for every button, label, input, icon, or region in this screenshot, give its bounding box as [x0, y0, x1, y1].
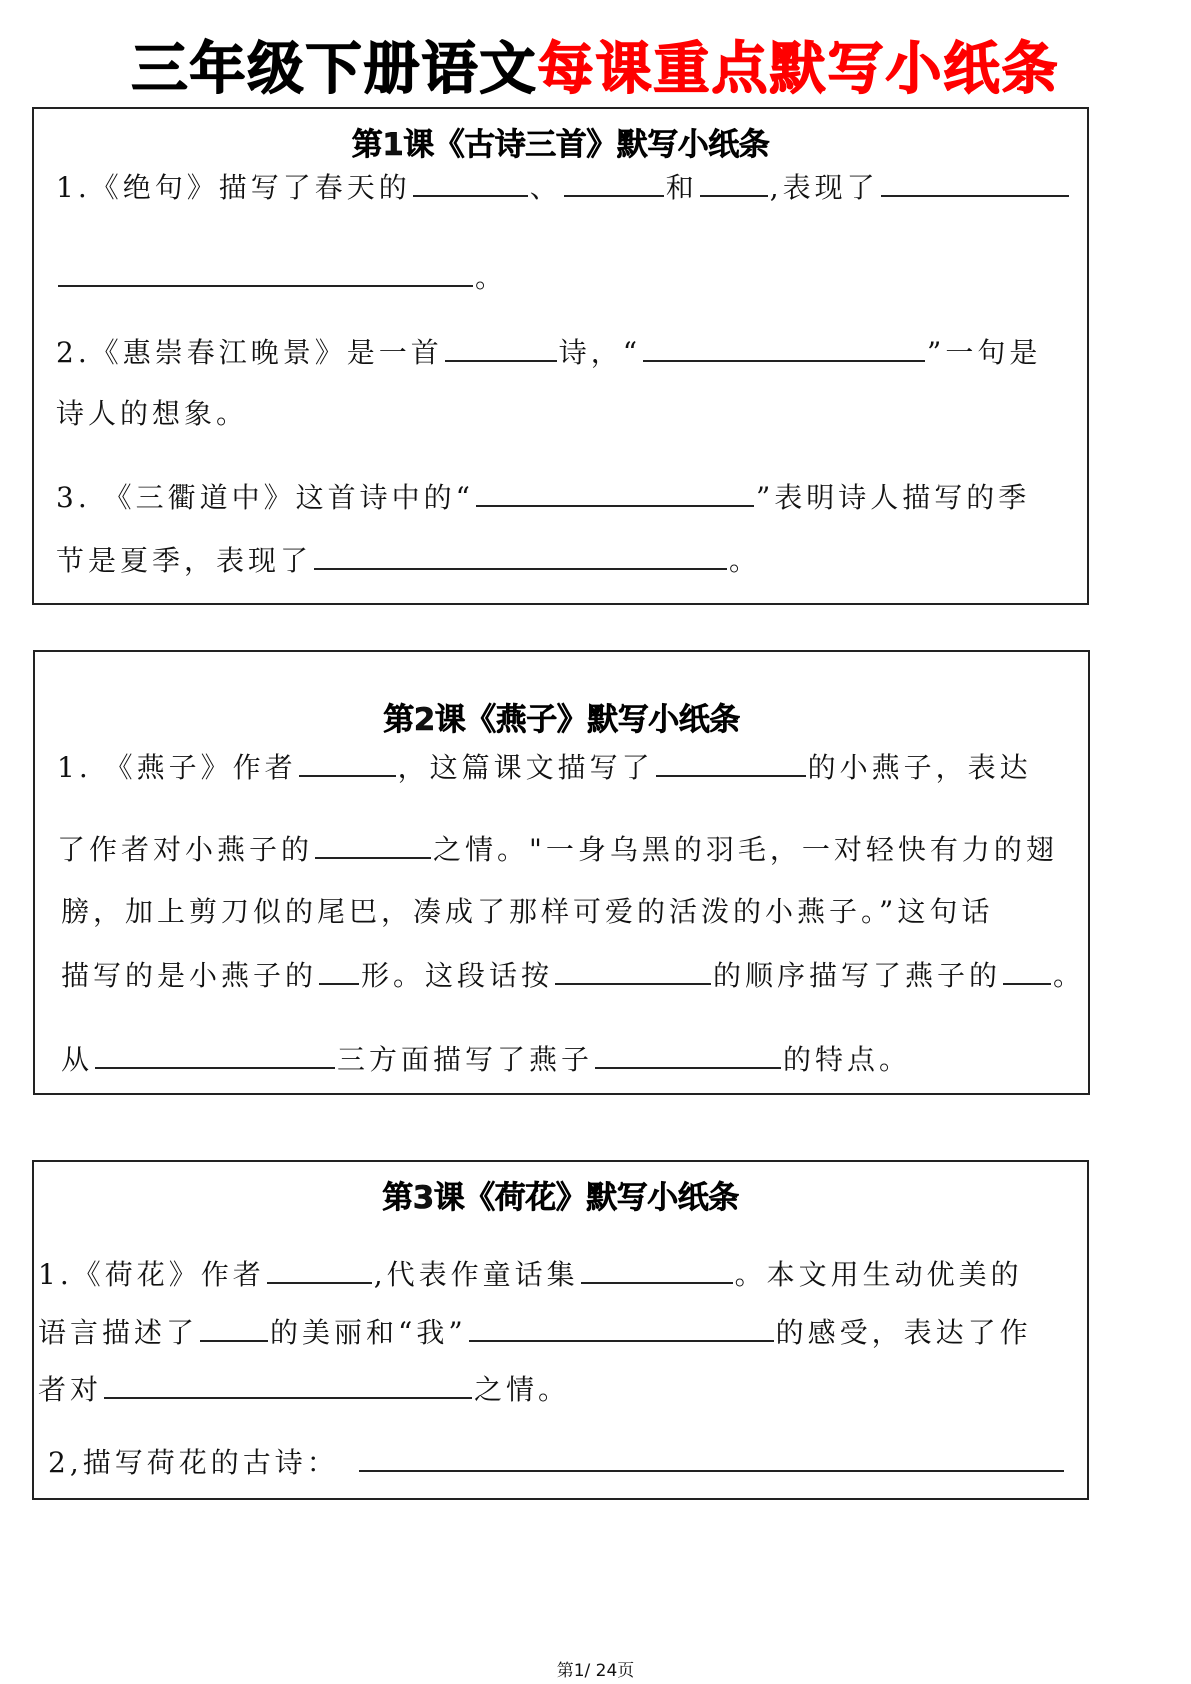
question-line: 1. 《燕子》作者 ，这篇课文描写了 的小燕子，表达: [57, 747, 1032, 788]
lesson-card-3: [32, 1160, 1089, 1500]
question-line: 节是夏季，表现了 。: [56, 540, 761, 581]
lesson-card-2: [33, 650, 1090, 1095]
answer-blank[interactable]: [555, 955, 711, 985]
answer-blank[interactable]: [315, 829, 431, 859]
question-line: 诗人的想象。: [56, 397, 249, 430]
answer-blank[interactable]: [359, 1442, 1064, 1472]
answer-blank[interactable]: [104, 1369, 472, 1399]
lesson-title: 第3课《荷花》默写小纸条: [382, 1180, 739, 1216]
question-line: 了作者对小燕子的 之情。"一身乌黑的羽毛，一对轻快有力的翅: [57, 829, 1058, 870]
question-line: 描写的是小燕子的 形。这段话按 的顺序描写了燕子的 。: [61, 955, 1085, 996]
lesson-title: 第2课《燕子》默写小纸条: [383, 702, 740, 738]
answer-blank[interactable]: [564, 167, 664, 197]
answer-blank[interactable]: [595, 1039, 781, 1069]
page-title: [0, 38, 1191, 102]
page-title-highlight: 每课重点默写小纸条: [537, 37, 1060, 102]
question-line: 1.《荷花》作者 ,代表作童话集 。本文用生动优美的: [38, 1254, 1023, 1295]
lesson-card-1: [32, 107, 1089, 605]
answer-blank[interactable]: [476, 477, 754, 507]
question-line: 从 三方面描写了燕子 的特点。: [61, 1039, 911, 1080]
answer-blank[interactable]: [314, 540, 727, 570]
answer-blank[interactable]: [58, 257, 473, 287]
answer-blank[interactable]: [581, 1254, 733, 1284]
question-line: 语言描述了 的美丽和“我” 的感受，表达了作: [38, 1312, 1032, 1353]
question-line: 2,描写荷花的古诗：: [48, 1442, 1066, 1483]
answer-blank[interactable]: [643, 332, 925, 362]
page-title-grade: 三年级下册语文: [131, 37, 538, 102]
answer-blank[interactable]: [413, 167, 528, 197]
answer-blank[interactable]: [95, 1039, 335, 1069]
answer-blank[interactable]: [469, 1312, 774, 1342]
answer-blank[interactable]: [881, 167, 1069, 197]
question-line: 1.《绝句》描写了春天的 、 和 ,表现了: [56, 167, 1071, 208]
answer-blank[interactable]: [200, 1312, 268, 1342]
question-line: 膀，加上剪刀似的尾巴，凑成了那样可爱的活泼的小燕子。”这句话: [61, 895, 994, 928]
answer-blank[interactable]: [299, 747, 396, 777]
lesson-title: 第1课《古诗三首》默写小纸条: [351, 127, 770, 163]
question-line: 3. 《三衢道中》这首诗中的“ ”表明诗人描写的季: [56, 477, 1030, 518]
answer-blank[interactable]: [656, 747, 806, 777]
answer-blank[interactable]: [700, 167, 768, 197]
question-line: 2.《惠崇春江晚景》是一首 诗，“ ”一句是: [56, 332, 1041, 373]
answer-blank[interactable]: [319, 955, 359, 985]
question-line: 。: [56, 257, 507, 298]
page-indicator: 第1/ 24页: [556, 1661, 635, 1681]
question-line: 者对 之情。: [38, 1369, 570, 1410]
answer-blank[interactable]: [1003, 955, 1051, 985]
answer-blank[interactable]: [267, 1254, 372, 1284]
answer-blank[interactable]: [445, 332, 557, 362]
